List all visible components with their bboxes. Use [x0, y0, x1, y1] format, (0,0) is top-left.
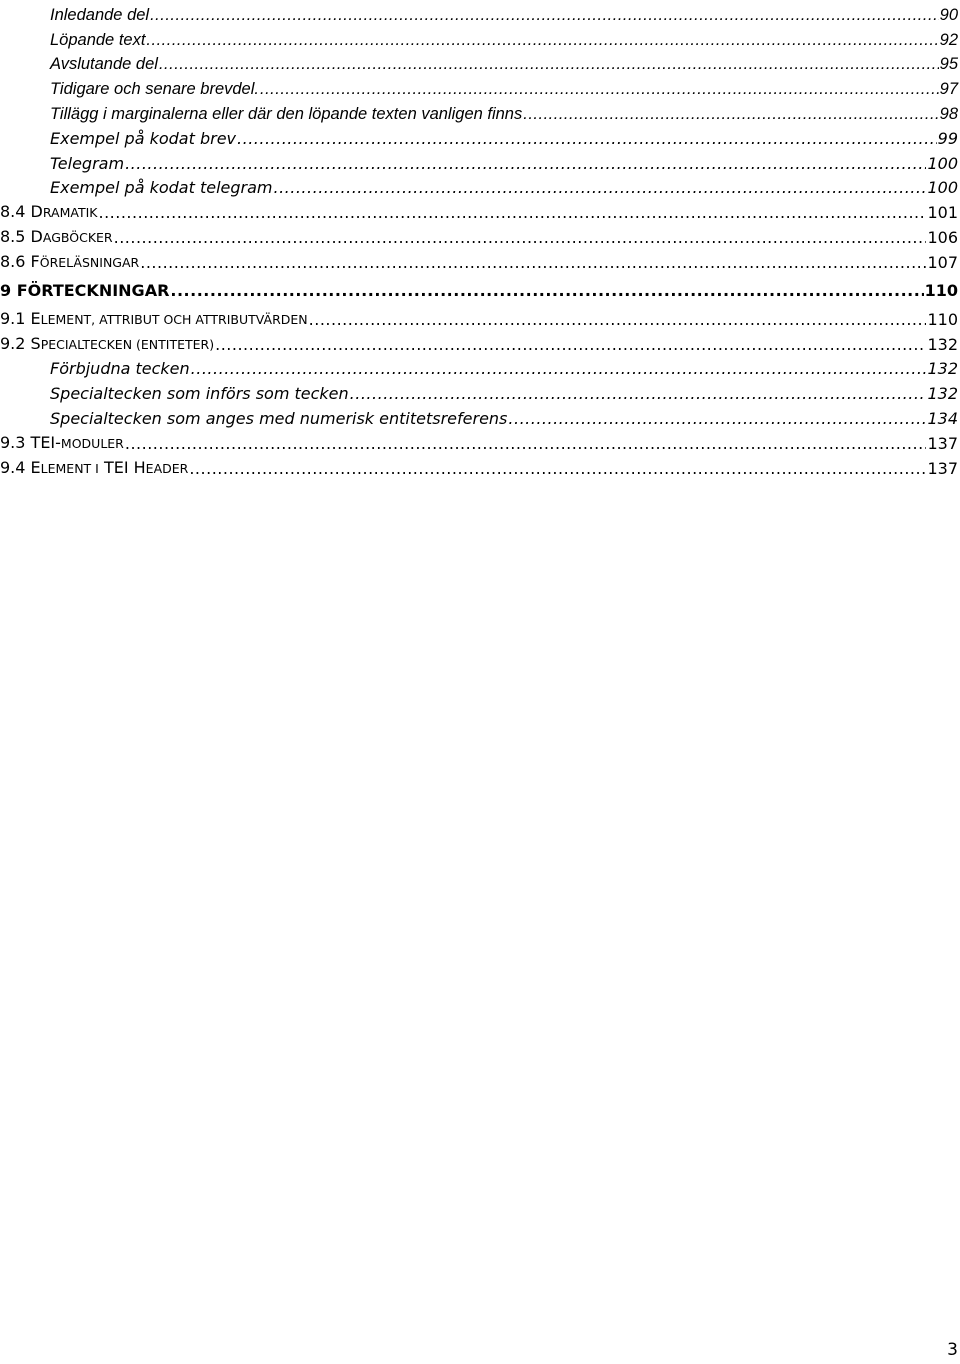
- toc-entry-page: 100: [927, 153, 958, 173]
- toc-entry-label: Telegram: [50, 153, 125, 173]
- toc-entry-8-5-dagbocker[interactable]: [0, 223, 958, 248]
- toc-title-rest: ÖRELÄSNINGAR: [39, 254, 140, 270]
- toc-entry-label: Specialtecken som införs som tecken: [50, 384, 349, 404]
- toc-title-initial-2: TEI H: [98, 457, 146, 477]
- toc-entry-page: 100: [927, 178, 958, 198]
- toc-entry-label: Avslutande del: [50, 55, 158, 74]
- toc-entry-9-forteckningar[interactable]: [0, 273, 958, 301]
- toc-entry-label: Exempel på kodat brev: [50, 128, 237, 148]
- toc-entry-inledande-del[interactable]: [0, 0, 958, 25]
- toc-leader-dots: [274, 178, 927, 198]
- toc-entry-label: Exempel på kodat telegram: [50, 178, 273, 198]
- toc-entry-label: [0, 334, 214, 355]
- toc-entry-page: 97: [939, 80, 958, 99]
- toc-section-number: 9.2: [0, 333, 26, 353]
- toc-leader-dots: [125, 154, 926, 174]
- toc-section-title: [31, 252, 140, 271]
- toc-entry-label: Löpande text: [50, 30, 146, 49]
- toc-leader-dots: [350, 384, 927, 404]
- toc-entry-tillagg-i-marginalerna[interactable]: [0, 99, 958, 124]
- toc-leader-dots: [140, 253, 926, 273]
- toc-entry-9-1-element-attribut[interactable]: [0, 301, 958, 330]
- toc-entry-label: [0, 309, 308, 330]
- toc-leader-dots: [170, 281, 923, 301]
- toc-entry-page: 98: [939, 104, 958, 123]
- toc-entry-9-4-element-i-tei-header[interactable]: [0, 454, 958, 479]
- toc-leader-dots: [125, 434, 927, 454]
- toc-entry-specialtecken-som-infors[interactable]: [0, 379, 958, 404]
- toc-entry-page: 137: [927, 458, 958, 478]
- toc-entry-page: 110: [924, 280, 958, 300]
- toc-title-initial: D: [30, 226, 43, 246]
- toc-entry-exempel-pa-kodat-telegram[interactable]: [0, 174, 958, 199]
- toc-entry-label: Specialtecken som anges med numerisk entitetsreferens: [50, 408, 508, 428]
- table-of-contents: [0, 0, 958, 479]
- toc-section-number: 9.4: [0, 457, 26, 477]
- toc-leader-dots: [523, 104, 938, 124]
- toc-entry-page: 106: [927, 227, 958, 247]
- toc-title-initial: TEI-: [30, 432, 61, 452]
- toc-entry-label: [0, 227, 113, 248]
- toc-section-title: [31, 202, 98, 221]
- toc-entry-page: 137: [927, 433, 958, 453]
- toc-entry-8-6-forelasningar[interactable]: [0, 248, 958, 273]
- toc-entry-9-3-tei-moduler[interactable]: [0, 429, 958, 454]
- toc-title-rest: MODULER: [60, 435, 124, 451]
- toc-leader-dots: [114, 228, 927, 248]
- toc-leader-dots: [215, 335, 926, 355]
- toc-section-title: [31, 458, 189, 477]
- toc-entry-label: [0, 458, 188, 479]
- toc-entry-page: 107: [927, 252, 958, 272]
- toc-section-number: 9.3: [0, 432, 26, 452]
- toc-title-initial: S: [30, 333, 41, 353]
- toc-section-title: [31, 433, 124, 452]
- toc-entry-page: 101: [927, 203, 958, 223]
- toc-entry-page: 90: [939, 5, 958, 24]
- toc-leader-dots: [237, 129, 937, 149]
- toc-title-initial: E: [30, 308, 41, 328]
- toc-leader-dots: [189, 459, 926, 479]
- toc-entry-9-2-specialtecken[interactable]: [0, 330, 958, 355]
- toc-section-number: 8.6: [0, 251, 26, 271]
- toc-entry-page: 92: [939, 30, 958, 49]
- toc-entry-label: Inledande del: [50, 5, 150, 24]
- toc-leader-dots: [508, 409, 926, 429]
- toc-title-rest-2: EADER: [145, 460, 189, 476]
- toc-entry-page: 132: [927, 334, 958, 354]
- toc-section-number: 8.4: [0, 202, 26, 222]
- toc-leader-dots: [260, 79, 939, 99]
- toc-entry-page: 99: [937, 128, 958, 148]
- toc-title-initial: D: [30, 202, 43, 222]
- toc-entry-page: 132: [927, 384, 958, 404]
- toc-title-initial: F: [30, 251, 40, 271]
- toc-entry-label: [0, 252, 139, 273]
- toc-entry-label: Tidigare och senare brevdel.: [50, 80, 259, 99]
- toc-entry-specialtecken-numerisk[interactable]: [0, 404, 958, 429]
- toc-leader-dots: [191, 359, 927, 379]
- toc-entry-label: [0, 202, 98, 223]
- toc-entry-avslutande-del[interactable]: [0, 50, 958, 75]
- toc-leader-dots: [146, 30, 938, 50]
- toc-title-rest: AGBÖCKER: [42, 229, 113, 245]
- toc-entry-label: 9 FÖRTECKNINGAR: [0, 280, 170, 300]
- toc-entry-label: Tillägg i marginalerna eller där den löpande texten vanligen finns: [50, 104, 523, 123]
- toc-title-rest: PECIALTECKEN (ENTITETER): [40, 336, 215, 352]
- toc-entry-label: [0, 433, 124, 454]
- toc-entry-lopande-text[interactable]: [0, 25, 958, 50]
- toc-leader-dots: [99, 203, 927, 223]
- toc-entry-telegram[interactable]: [0, 149, 958, 174]
- toc-section-title: [31, 227, 113, 246]
- toc-entry-8-4-dramatik[interactable]: [0, 198, 958, 223]
- toc-title-rest: LEMENT I: [40, 460, 99, 476]
- toc-entry-tidigare-och-senare-brevdel[interactable]: [0, 74, 958, 99]
- toc-entry-page: 95: [939, 55, 958, 74]
- toc-entry-exempel-pa-kodat-brev[interactable]: [0, 124, 958, 149]
- toc-title-rest: LEMENT, ATTRIBUT OCH ATTRIBUTVÄRDEN: [40, 311, 308, 327]
- toc-entry-page: 110: [927, 309, 958, 329]
- toc-leader-dots: [309, 310, 927, 330]
- toc-title-rest: RAMATIK: [42, 205, 98, 221]
- toc-section-title: [31, 334, 215, 353]
- toc-entry-forbjudna-tecken[interactable]: [0, 355, 958, 380]
- toc-entry-label: Förbjudna tecken: [50, 359, 190, 379]
- toc-title-initial: E: [30, 457, 41, 477]
- toc-leader-dots: [159, 54, 939, 74]
- toc-section-title: [31, 309, 308, 328]
- toc-entry-page: 134: [927, 408, 958, 428]
- toc-leader-dots: [150, 5, 939, 25]
- toc-section-number: 8.5: [0, 226, 26, 246]
- toc-section-number: 9.1: [0, 308, 26, 328]
- page-number: 3: [947, 1340, 958, 1360]
- toc-entry-page: 132: [927, 359, 958, 379]
